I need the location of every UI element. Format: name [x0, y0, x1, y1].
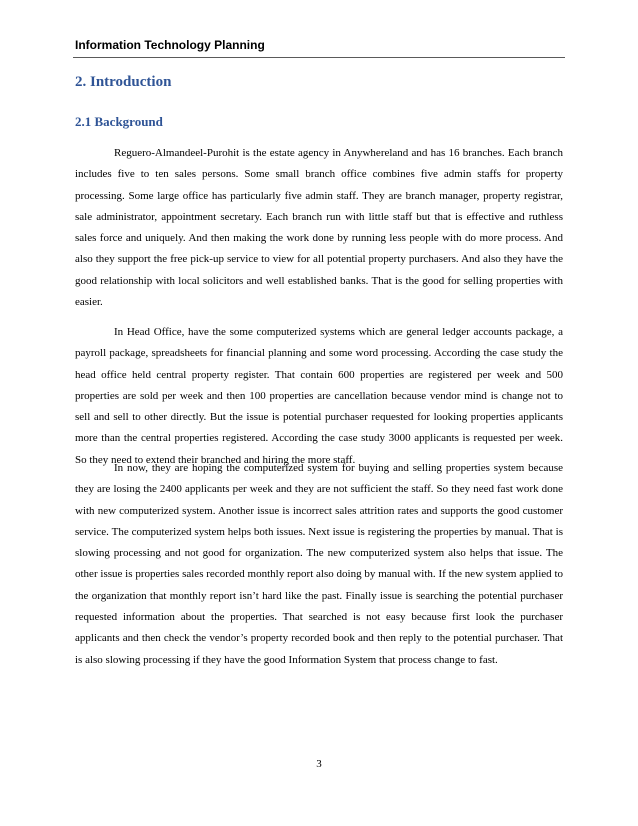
section-heading: 2. Introduction [75, 74, 172, 90]
body-paragraph-3: In now, they are hoping the computerized system for buying and selling properties system because they are losing the 2400 applicants per week and they are not sufficient the staff. So they need fast work done with new computerized system. Another issue is incorrect sales attrition rates and supports the good customer service. The computerized system helps both issues. Next issue is registering the properties by manual. That is slowing processing and not good for organization. The new computerized system also helps that issue. The other issue is properties sales recorded monthly report also doing by manual with. If the new system applied to the organization that monthly report isn’t hard like the past. Finally issue is searching the potential purchaser requested information about the properties. That searched is not easy because first look the purchaser applicants and then check the vendor’s property recorded book and then reply to the potential purchaser. That is also slowing processing if they have the good Information System that process change to fast. [75, 462, 563, 666]
body-paragraph-2: In Head Office, have the some computerized systems which are general ledger accounts package, a payroll package, spreadsheets for financial planning and some word processing. According the case study the head office held central property register. That contain 600 properties are registered per week and 500 properties are sold per week and then 100 properties are cancellation because vendor mind is change not to sell and sell to other directly. But the issue is potential purchaser requested for looking properties applicants more than the central properties registered. According the case study 3000 applicants is requested per week. So they need to extend their branched and hiring the more staff. [75, 326, 563, 466]
header-divider [73, 57, 565, 58]
body-paragraph-1: Reguero-Almandeel-Purohit is the estate agency in Anywhereland and has 16 branches. Each branch includes five to ten sales persons. Some small branch office combines five admin staffs for property processing. Some large office has particularly five admin staff. They are branch manager, property registrar, sale administrator, appointment secretary. Each branch run with little staff but that is effective and ruthless sales force and uniquely. And then making the work done by running less people with do more process. And also they support the free pick-up service to view for all potential property purchasers. And also they have the good relationship with local solicitors and well established banks. That is the good for selling properties with easier. [75, 147, 563, 309]
subsection-heading: 2.1 Background [75, 114, 163, 129]
running-header: Information Technology Planning [75, 38, 265, 52]
page-number: 3 [316, 758, 322, 770]
